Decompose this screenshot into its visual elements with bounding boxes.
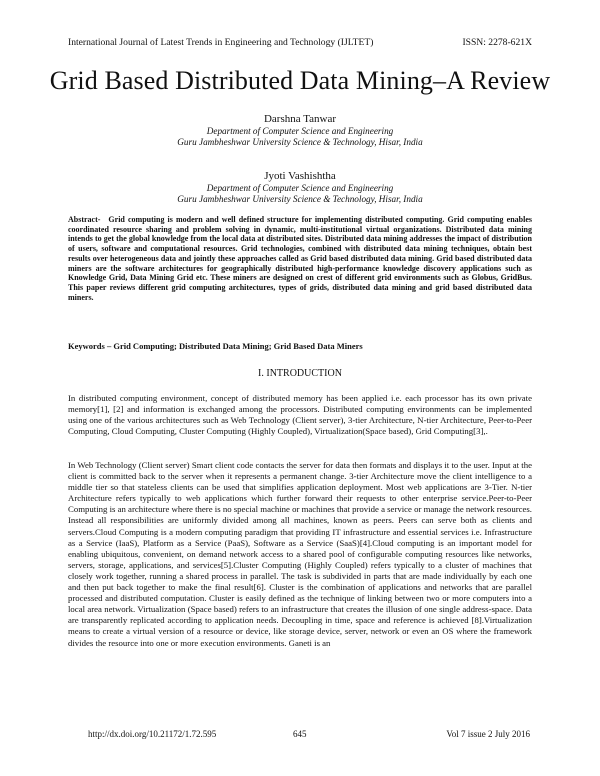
author-name: Darshna Tanwar [263, 113, 337, 125]
author-department: Department of Computer Science and Engineering [206, 126, 394, 136]
footer-doi: http://dx.doi.org/10.21172/1.72.595 [88, 729, 217, 739]
author-block-2 [40, 169, 560, 205]
footer-volume: Vol 7 issue 2 July 2016 [446, 729, 530, 739]
paragraph-2: In Web Technology (Client server) Smart client code contacts the server for data then formats and displays it to the user. Input at the client is committed back to the server when it represents a permanent change. 3-tier Architecture move the client intelligence to a middle tier so that stateless clients can be used that simplifies application deployment. Most web applications are 3-Tier. N-tier Architecture refers typically to web applications which further forward their requests to other enterprise service.Peer-to-Peer Computing is an architecture where there is no special machine or machines that provide a service or manage the network resources. Instead all responsibilities are uniformly divided among all machines, known as peers. Peers can serve both as clients and servers.Cloud Computing is a modern computing paradigm that providing IT infrastructure and essential services i.e. Infrastructure as a Service (IaaS), Platform as a Service (PaaS), Software as a Service (SaaS)[4].Cloud computing is an important model for enabling ubiquitous, convenient, on demand network access to a shared pool of configurable computing resources like networks, servers, storage, applications, and services[5].Cluster Computing (Highly Coupled) refers typically to a cluster of machines that closely work together, running a shared process in parallel. The task is subdivided in parts that are made individually by each one and then put back together to make the final result[6]. Cluster is the combination of applications and networks that are parallel processed and distributed computation. Cluster is easily defined as the technique of linking between two or more computers into a local area network. Virtualization (Space based) refers to an infrastructure that creates the illusion of one single address-space. Data are transparently replicated according to application needs. Decoupling in time, space and reference is achieved [8].Virtualization means to create a virtual version of a resource or device, like storage device, server, network or even an OS where the framework divides the resource into one or more execution environments. Ganeti is an [68, 460, 532, 648]
abstract: Abstract- Grid computing is modern and well defined structure for implementing distributed computing. Grid computing enables coordinated resource sharing and problem solving in dynamic, multi-institutional virtual organizations. Distributed data mining intends to get the global knowledge from the local data at distributed sites. Distributed data mining addresses the impact of distribution of users, software and computational resources. Grid technologies, combined with distributed data mining techniques, obtain best results over heterogeneous data and jointly these approaches called as Grid based distributed data mining. Grid based distributed data miners are the software architectures for geographically distributed high-performance knowledge discovery applications such as Knowledge Grid, Data Mining Grid etc. These miners are designed on crest of different grid environments such as Globus, GridBus. This paper reviews different grid computing architectures, types of grids, distributed data mining and grid based distributed data miners. [68, 215, 532, 302]
journal-name: International Journal of Latest Trends in Engineering and Technology (IJLTET) [68, 37, 374, 48]
paragraph-1: In distributed computing environment, concept of distributed memory has been applied i.e. each processor has its own private memory[1], [2] and information is exchanged among the processors. Distributed computing environments can be implemented using one of the various architectures such as Web Technology (Client server), 3-tier Architecture, N-tier Architecture, Peer-to-Peer Computing, Cloud Computing, Cluster Computing (Highly Coupled), Virtualization(Space based), Grid Computing[3],. [68, 393, 532, 437]
author-block-1 [40, 112, 560, 148]
running-header [68, 37, 532, 51]
author-name: Jyoti Vashishtha [264, 170, 336, 182]
section-heading: I. INTRODUCTION [258, 368, 342, 379]
author-university: Guru Jambheshwar University Science & Technology, Hisar, India [177, 137, 423, 147]
author-university: Guru Jambheshwar University Science & Technology, Hisar, India [177, 194, 423, 204]
issn: ISSN: 2278-621X [462, 37, 532, 48]
page-footer [88, 729, 530, 741]
footer-page-number: 645 [293, 729, 307, 739]
paper-title: Grid Based Distributed Data Mining–A Review [49, 66, 551, 95]
author-department: Department of Computer Science and Engineering [206, 183, 394, 193]
keywords: Keywords – Grid Computing; Distributed Data Mining; Grid Based Data Miners [68, 341, 363, 351]
